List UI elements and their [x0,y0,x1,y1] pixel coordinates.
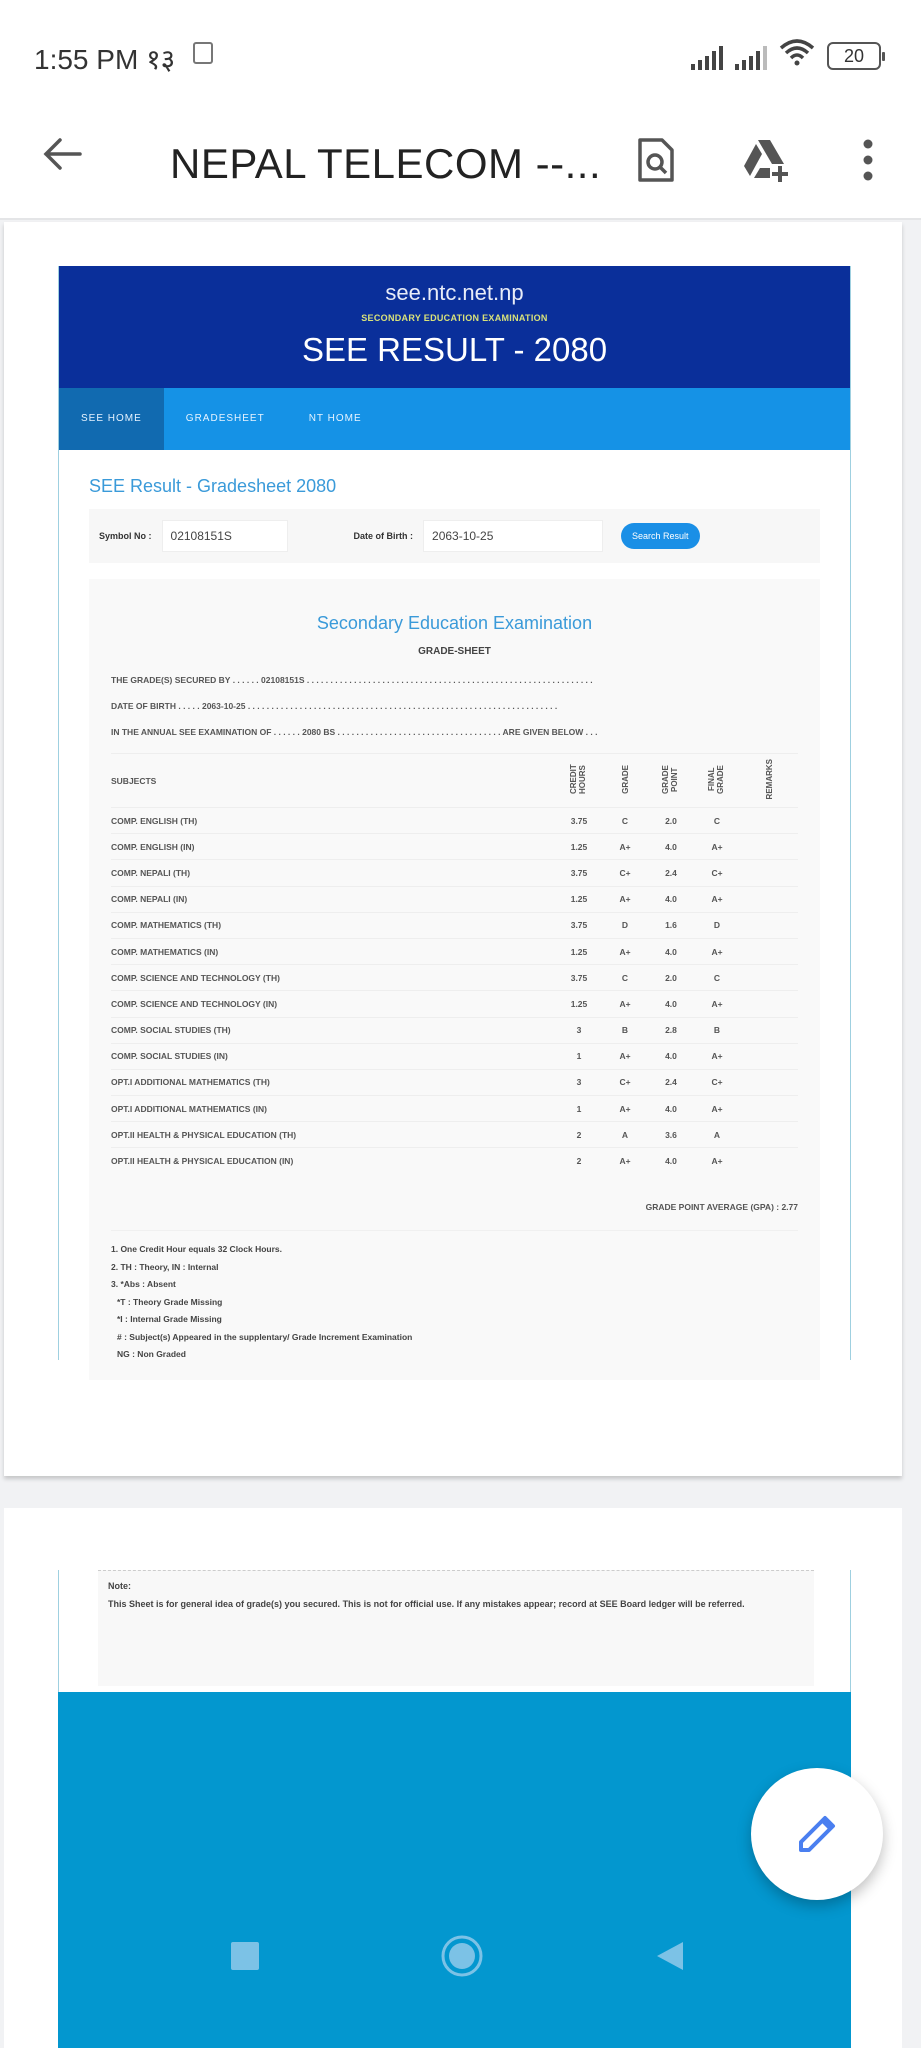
home-button[interactable] [440,1934,484,1983]
pencil-icon [795,1812,839,1856]
secured-by-line: THE GRADE(S) SECURED BY . . . . . . 02108151S . . . . . . . . . . . . . . . . . . . . . . . . . . . . . . . . . . . . . . . . . . . . . . . . . . . . . . . . . . . . . [111,675,593,685]
more-vert-icon[interactable] [838,130,898,190]
grade-point-cell: 3.6 [648,1122,694,1148]
disclaimer-note [98,1570,814,1686]
final-grade-cell: A+ [694,886,740,912]
col-remarks: REMARKS [764,759,774,800]
status-icons [691,38,881,70]
drive-add-icon[interactable] [736,130,796,190]
remarks-cell [740,1122,798,1148]
note-text: This Sheet is for general idea of grade(s) you secured. This is not for official use. If any mistakes appear; record at SEE Board ledger will be referred. [108,1599,745,1609]
col-subjects: SUBJECTS [111,754,556,808]
subject-cell: COMP. MATHEMATICS (TH) [111,912,556,938]
exam-line: IN THE ANNUAL SEE EXAMINATION OF . . . . . . 2080 BS . . . . . . . . . . . . . . . . . . . . . . . . . . . . . . . . . . . ARE GIVEN BELOW . . . [111,727,598,737]
subject-cell: COMP. ENGLISH (TH) [111,808,556,834]
table-row [111,1096,798,1122]
grade-cell: A+ [602,834,648,860]
grade-cell: C+ [602,860,648,886]
remarks-cell [740,938,798,964]
pdf-page-1 [4,222,902,1476]
grade-point-cell: 4.0 [648,938,694,964]
site-footer [58,1692,851,2048]
gradesheet-title: Secondary Education Examination [316,613,593,633]
grade-point-cell: 2.4 [648,860,694,886]
grade-cell: A [602,1122,648,1148]
table-row [111,991,798,1017]
home-icon [440,1934,484,1978]
site-header [59,266,850,388]
note-label: Note: [108,1581,131,1591]
grades-table [111,753,798,1174]
table-row [111,808,798,834]
website-capture [58,266,851,1360]
final-grade-cell: C [694,965,740,991]
edit-fab-button[interactable] [751,1768,883,1900]
grade-point-cell: 2.8 [648,1017,694,1043]
final-grade-cell: C [694,808,740,834]
legend-item: *T : Theory Grade Missing [117,1296,223,1307]
credit-hours-cell: 2 [556,1148,602,1174]
col-final-grade: FINAL GRADE [707,765,725,794]
remarks-cell [740,991,798,1017]
signal-icon-2 [735,44,767,70]
table-row [111,1122,798,1148]
final-grade-cell: A+ [694,1043,740,1069]
credit-hours-cell: 3.75 [556,912,602,938]
table-row [111,1069,798,1095]
status-bar [0,0,921,110]
remarks-cell [740,1069,798,1095]
grade-cell: A+ [602,991,648,1017]
back-triangle-icon [655,1940,685,1972]
grade-point-cell: 4.0 [648,1043,694,1069]
grade-cell: A+ [602,886,648,912]
credit-hours-cell: 3 [556,1069,602,1095]
col-credit-hours: CREDIT HOURS [569,764,587,795]
final-grade-cell: A+ [694,1096,740,1122]
legend-item: *I : Internal Grade Missing [117,1314,222,1325]
search-result-button[interactable]: Search Result [621,523,700,549]
remarks-cell [740,834,798,860]
grade-point-cell: 2.0 [648,965,694,991]
subject-cell: COMP. SCIENCE AND TECHNOLOGY (IN) [111,991,556,1017]
credit-hours-cell: 2 [556,1122,602,1148]
symbol-label: Symbol No : [99,531,152,541]
remarks-cell [740,860,798,886]
credit-hours-cell: 3.75 [556,860,602,886]
credit-hours-cell: 3 [556,1017,602,1043]
table-row [111,1017,798,1043]
final-grade-cell: A+ [694,834,740,860]
remarks-cell [740,912,798,938]
col-grade: GRADE [620,765,630,794]
remarks-cell [740,808,798,834]
subject-cell: COMP. NEPALI (TH) [111,860,556,886]
credit-hours-cell: 3.75 [556,808,602,834]
grade-point-cell: 4.0 [648,1096,694,1122]
gradesheet-heading: SEE Result - Gradesheet 2080 [89,476,337,496]
legend-item: NG : Non Graded [117,1349,186,1360]
credit-hours-cell: 3.75 [556,965,602,991]
final-grade-cell: B [694,1017,740,1043]
subject-cell: OPT.II HEALTH & PHYSICAL EDUCATION (TH) [111,1122,556,1148]
grade-point-cell: 2.4 [648,1069,694,1095]
legend-item: # : Subject(s) Appeared in the supplentary/ Grade Increment Examination [117,1331,413,1342]
credit-hours-cell: 1.25 [556,938,602,964]
document-title: NEPAL TELECOM --... [170,140,602,187]
final-grade-cell: C+ [694,860,740,886]
final-grade-cell: A+ [694,938,740,964]
credit-hours-cell: 1.25 [556,886,602,912]
status-extra: १३ [146,44,176,75]
grade-cell: C [602,808,648,834]
remarks-cell [740,1096,798,1122]
table-row [111,860,798,886]
credit-hours-cell: 1 [556,1043,602,1069]
final-grade-cell: A+ [694,1148,740,1174]
grade-cell: C+ [602,1069,648,1095]
calendar-icon [193,42,213,64]
legend-item: 2. TH : Theory, IN : Internal [111,1261,219,1272]
site-nav [59,388,850,450]
dob-input[interactable]: 2063-10-25 [423,520,603,552]
grade-cell: A+ [602,938,648,964]
subject-cell: OPT.II HEALTH & PHYSICAL EDUCATION (IN) [111,1148,556,1174]
grade-cell: D [602,912,648,938]
grade-cell: B [602,1017,648,1043]
signal-icon [691,44,723,70]
col-grade-point: GRADE POINT [661,765,679,794]
subject-cell: COMP. ENGLISH (IN) [111,834,556,860]
grade-point-cell: 4.0 [648,886,694,912]
subject-cell: COMP. SOCIAL STUDIES (TH) [111,1017,556,1043]
final-grade-cell: D [694,912,740,938]
table-row [111,938,798,964]
grade-point-cell: 2.0 [648,808,694,834]
remarks-cell [740,1043,798,1069]
final-grade-cell: A+ [694,991,740,1017]
legend-item: 3. *Abs : Absent [111,1279,176,1290]
legend [111,1230,798,1370]
legend-item: 1. One Credit Hour equals 32 Clock Hours. [111,1244,282,1255]
search-form [89,509,820,563]
credit-hours-cell: 1.25 [556,834,602,860]
table-row [111,1148,798,1174]
recents-icon [231,1942,259,1970]
table-row [111,1043,798,1069]
dob-line: DATE OF BIRTH . . . . . 2063-10-25 . . . . . . . . . . . . . . . . . . . . . . . . . . . . . . . . . . . . . . . . . . . . . . . . . . . . . . . . . . . . . . . . . . [111,701,558,711]
site-subtitle: SECONDARY EDUCATION EXAMINATION [361,313,548,323]
status-time [34,40,175,78]
site-content [59,450,850,1360]
nav-gradesheet[interactable]: GRADESHEET [185,413,265,424]
grade-cell: C [602,965,648,991]
gpa-value: GRADE POINT AVERAGE (GPA) : 2.77 [645,1202,798,1213]
table-row [111,886,798,912]
gradesheet-subtitle: GRADE-SHEET [418,646,491,657]
subject-cell: OPT.I ADDITIONAL MATHEMATICS (IN) [111,1096,556,1122]
table-row [111,912,798,938]
subject-cell: OPT.I ADDITIONAL MATHEMATICS (TH) [111,1069,556,1095]
table-row [111,834,798,860]
table-row [111,965,798,991]
remarks-cell [740,886,798,912]
back-arrow-icon[interactable] [40,132,84,187]
site-domain: see.ntc.net.np [385,280,524,305]
gradesheet [89,579,820,1380]
credit-hours-cell: 1.25 [556,991,602,1017]
subject-cell: COMP. MATHEMATICS (IN) [111,938,556,964]
document-search-icon[interactable] [626,130,686,190]
clock: 1:55 PM [34,44,139,75]
grade-cell: A+ [602,1043,648,1069]
subject-cell: COMP. SCIENCE AND TECHNOLOGY (TH) [111,965,556,991]
recents-button[interactable] [231,1942,259,1970]
battery-icon [827,42,881,70]
subject-cell: COMP. NEPALI (IN) [111,886,556,912]
grade-cell: A+ [602,1148,648,1174]
final-grade-cell: A [694,1122,740,1148]
remarks-cell [740,965,798,991]
subject-cell: COMP. SOCIAL STUDIES (IN) [111,1043,556,1069]
grade-cell: A+ [602,1096,648,1122]
grade-point-cell: 4.0 [648,991,694,1017]
wifi-icon [779,38,815,70]
symbol-input[interactable]: 02108151S [162,520,288,552]
site-title: SEE RESULT - 2080 [301,331,608,368]
app-bar [0,110,921,220]
grade-point-cell: 4.0 [648,1148,694,1174]
battery-level: 20 [843,46,865,66]
grade-point-cell: 1.6 [648,912,694,938]
remarks-cell [740,1148,798,1174]
back-button[interactable] [655,1940,685,1977]
grades-body [111,808,798,1175]
grade-point-cell: 4.0 [648,834,694,860]
remarks-cell [740,1017,798,1043]
final-grade-cell: C+ [694,1069,740,1095]
table-header-row [111,754,798,808]
dob-label: Date of Birth : [353,531,414,541]
nav-see-home[interactable]: SEE HOME [59,388,164,450]
credit-hours-cell: 1 [556,1096,602,1122]
nav-nt-home[interactable]: NT HOME [308,413,362,424]
